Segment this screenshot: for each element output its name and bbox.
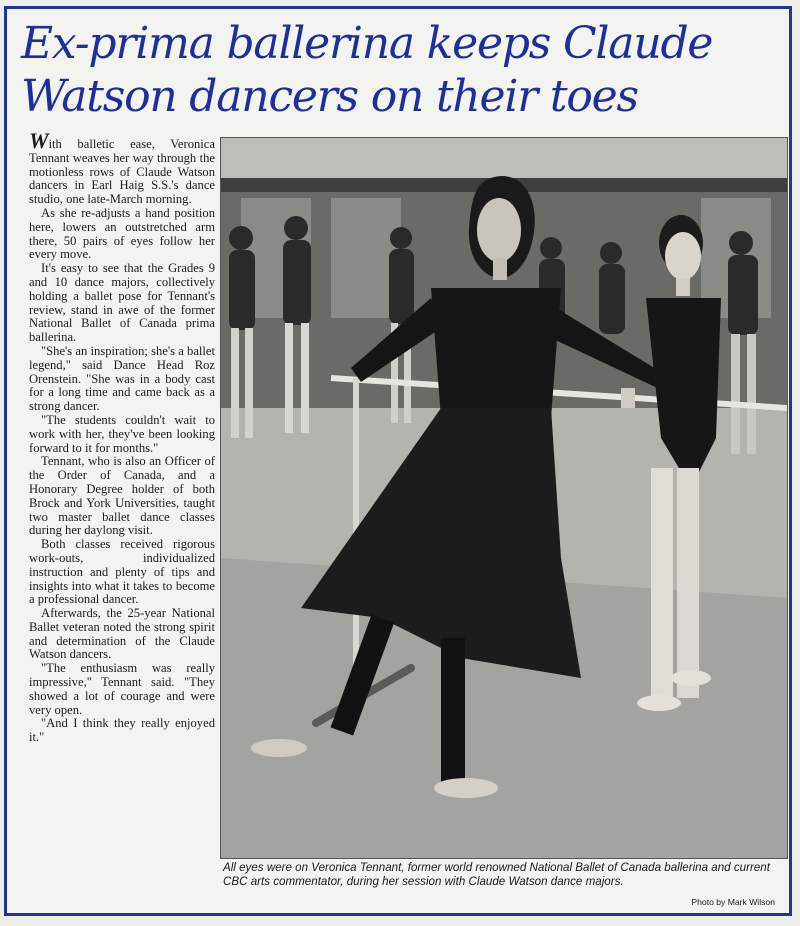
article-paragraph-8: Afterwards, the 25-year National Ballet veteran noted the strong spirit and determination of the Claude Watson dancers. [29,606,215,662]
article-paragraph-3: It's easy to see that the Grades 9 and 10 dance majors, collectively holding a ballet pose for Tennant's review, stand in awe of the former National Ballet of Canada prima ballerina. [29,261,215,345]
article-body [29,128,215,745]
ceiling-band [221,138,787,178]
article-paragraph-1-text: ith balletic ease, Veronica Tennant weaves her way through the motionless rows of Claude Watson dancers in Earl Haig S.S.'s dance studio, one late-March morning. [29,137,215,207]
dance-studio-photo [220,137,788,859]
article-paragraph-5: "The students couldn't wait to work with her, they've been looking forward to it for months." [29,412,215,455]
article-paragraph-10: "And I think they really enjoyed it." [29,716,215,745]
drop-cap: W [29,128,49,153]
photo-credit: Photo by Mark Wilson [691,897,775,907]
article-paragraph-4: "She's an inspiration; she's a ballet legend," said Dance Head Roz Orenstein. "She was in a body cast for a long time and came back as a strong dancer. [29,343,215,414]
article-paragraph-7: Both classes received rigorous work-outs, individualized instruction and plenty of tips and insights into what it takes to become a professional dancer. [29,537,215,607]
article-paragraph-6: Tennant, who is also an Officer of the Order of Canada, and a Honorary Degree holder of both Brock and York Universities, taught two master ballet dance classes during her daylong visit. [29,454,215,538]
photo-caption: All eyes were on Veronica Tennant, former world renowned National Ballet of Canada ballerina and current CBC arts commentator, during her session with Claude Watson dance majors. [223,861,770,888]
ballet-class-illustration [221,138,787,858]
article-paragraph-2: As she re-adjusts a hand position here, lowers an outstretched arm there, 50 pairs of eyes follow her every move. [29,205,215,262]
newspaper-clipping [4,6,792,916]
article-paragraph-1 [29,128,215,207]
headline: Ex-prima ballerina keeps Claude Watson dancers on their toes [21,18,713,122]
article-paragraph-9: "The enthusiasm was really impressive," Tennant said. "They showed a lot of courage and were very open. [29,661,215,717]
